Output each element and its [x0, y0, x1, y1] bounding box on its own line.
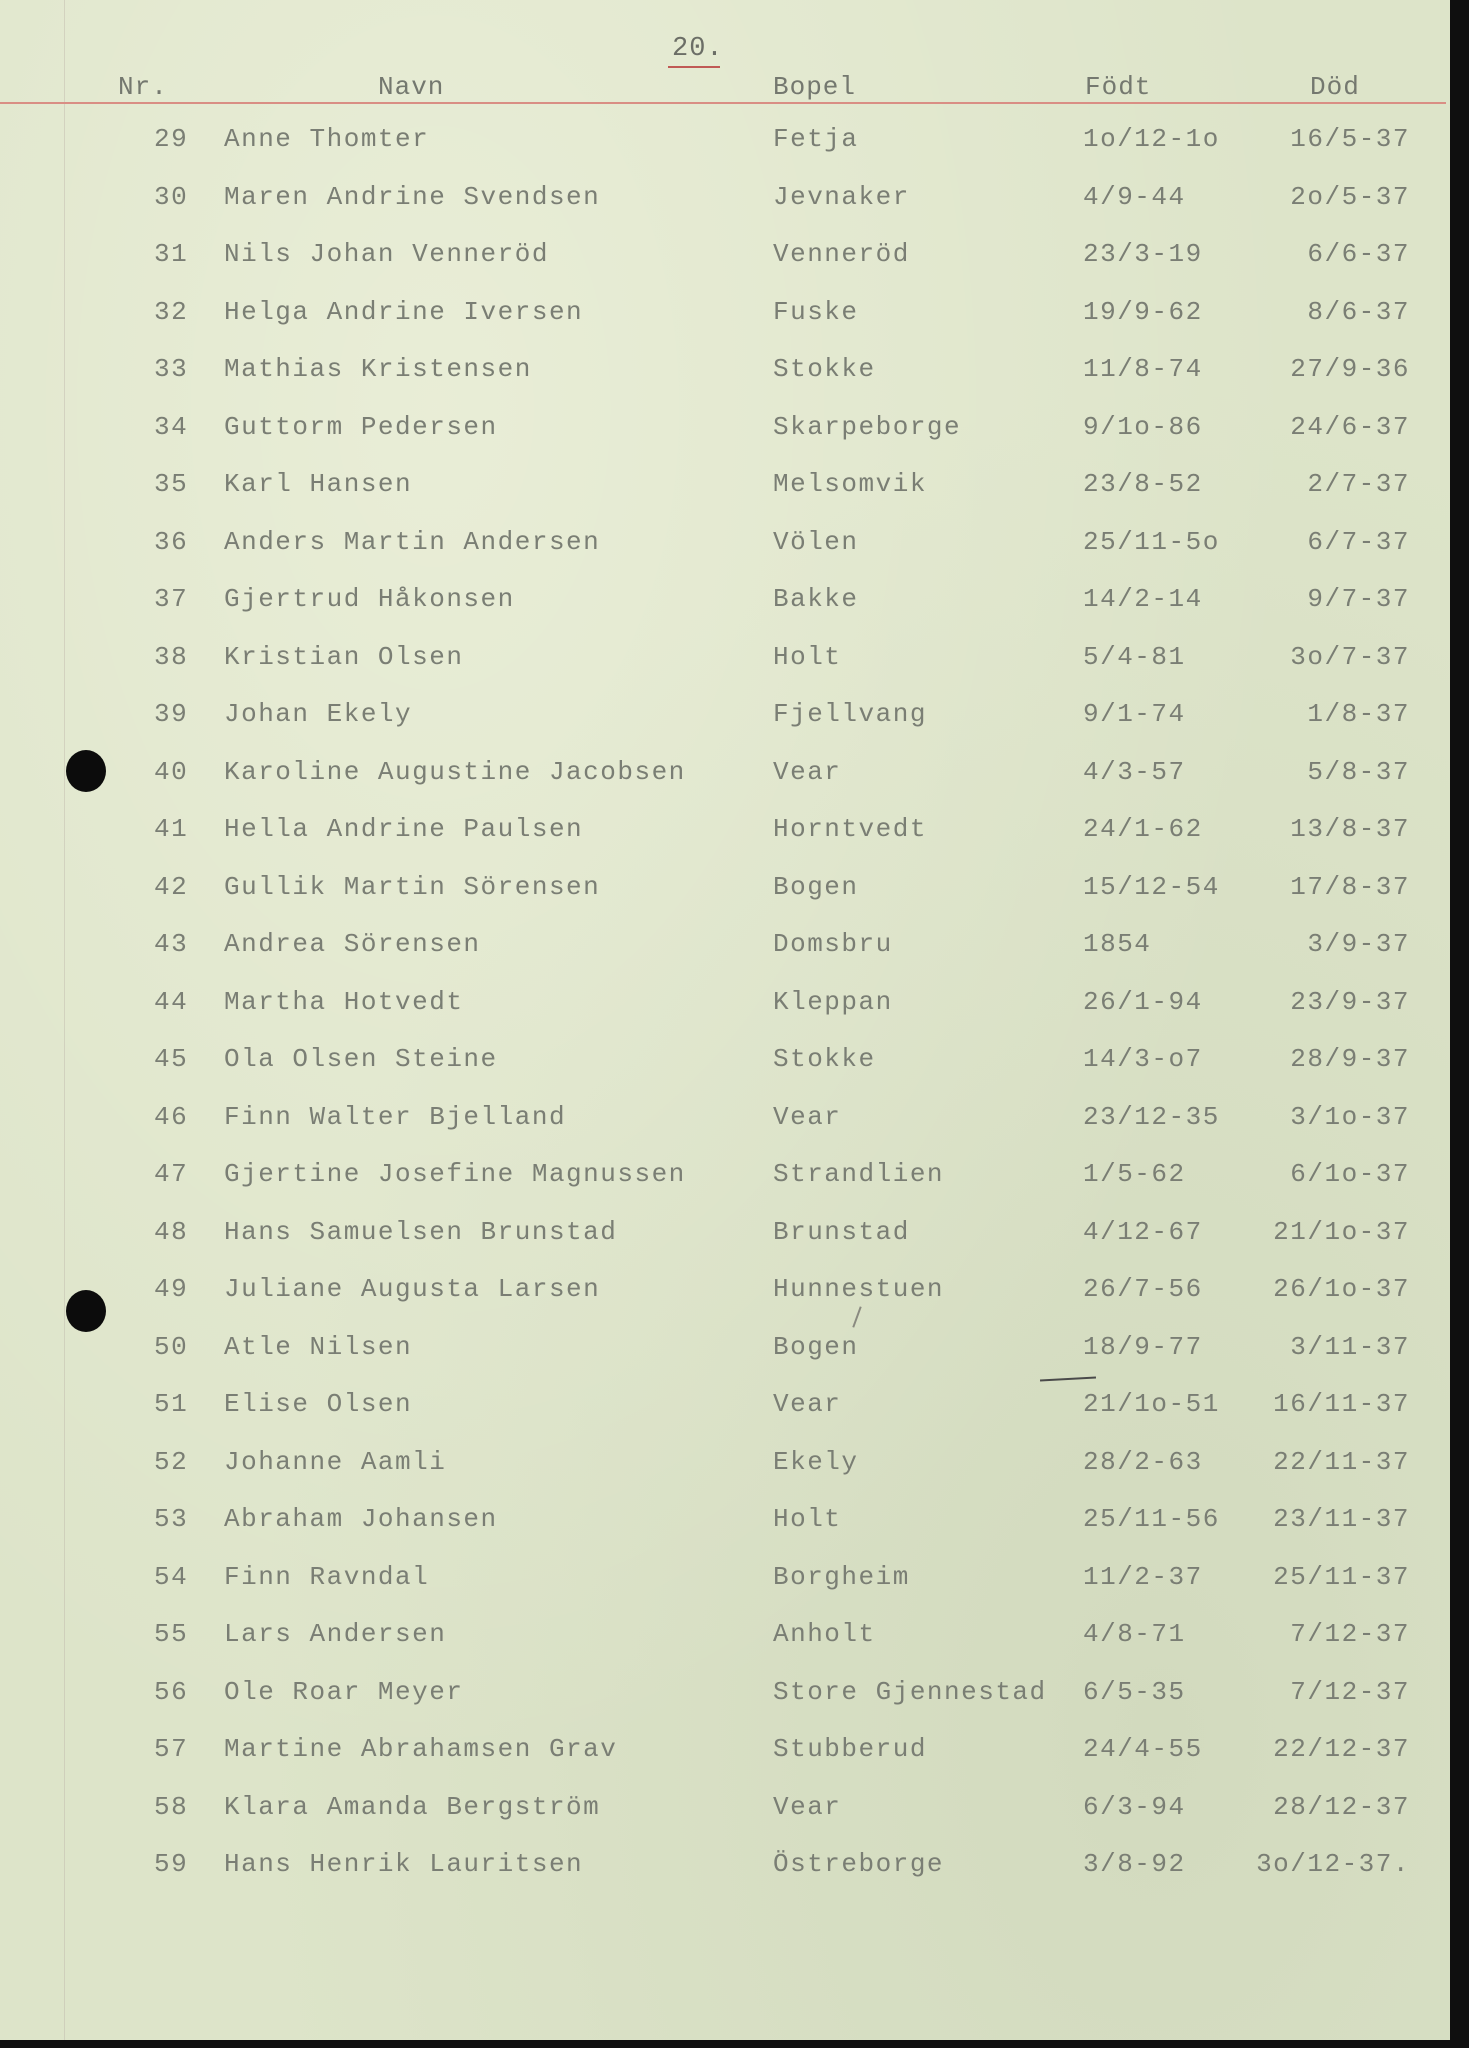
table-row — [0, 987, 1450, 1027]
entry-number: 53 — [154, 1504, 189, 1534]
entry-residence: Venneröd — [773, 239, 910, 269]
table-row — [0, 1044, 1450, 1084]
entry-residence: Fjellvang — [773, 699, 927, 729]
entry-residence: Vear — [773, 1389, 842, 1419]
entry-number: 50 — [154, 1332, 189, 1362]
table-row — [0, 872, 1450, 912]
entry-born: 19/9-62 — [1083, 297, 1203, 327]
entry-born: 3/8-92 — [1083, 1849, 1186, 1879]
entry-born: 14/2-14 — [1083, 584, 1203, 614]
entry-name: Guttorm Pedersen — [224, 412, 498, 442]
header-navn: Navn — [378, 72, 445, 102]
entry-residence: Völen — [773, 527, 859, 557]
entry-name: Johan Ekely — [224, 699, 413, 729]
entry-name: Elise Olsen — [224, 1389, 413, 1419]
entry-name: Lars Andersen — [224, 1619, 447, 1649]
entry-name: Juliane Augusta Larsen — [224, 1274, 601, 1304]
entry-died: 6/1o-37 — [1290, 1159, 1410, 1189]
entry-name: Ole Roar Meyer — [224, 1677, 464, 1707]
entry-residence: Melsomvik — [773, 469, 927, 499]
entry-died: 3/9-37 — [1307, 929, 1410, 959]
entry-born: 23/12-35 — [1083, 1102, 1220, 1132]
entry-born: 24/1-62 — [1083, 814, 1203, 844]
table-row — [0, 412, 1450, 452]
entry-residence: Domsbru — [773, 929, 893, 959]
entry-number: 29 — [154, 124, 189, 154]
table-row — [0, 1217, 1450, 1257]
entry-born: 28/2-63 — [1083, 1447, 1203, 1477]
entry-name: Anders Martin Andersen — [224, 527, 601, 557]
entry-number: 58 — [154, 1792, 189, 1822]
entry-residence: Ekely — [773, 1447, 859, 1477]
entry-died: 13/8-37 — [1290, 814, 1410, 844]
entry-died: 16/11-37 — [1273, 1389, 1410, 1419]
entry-residence: Store Gjennestad — [773, 1677, 1047, 1707]
entry-born: 9/1o-86 — [1083, 412, 1203, 442]
entry-born: 1o/12-1o — [1083, 124, 1220, 154]
entry-residence: Bogen — [773, 872, 859, 902]
entry-died: 27/9-36 — [1290, 354, 1410, 384]
table-row — [0, 757, 1450, 797]
entry-died: 5/8-37 — [1307, 757, 1410, 787]
table-row — [0, 182, 1450, 222]
entry-born: 15/12-54 — [1083, 872, 1220, 902]
entry-died: 7/12-37 — [1290, 1619, 1410, 1649]
scan-edge — [1450, 0, 1469, 2048]
entry-born: 25/11-56 — [1083, 1504, 1220, 1534]
entry-name: Helga Andrine Iversen — [224, 297, 584, 327]
entry-residence: Stokke — [773, 1044, 876, 1074]
entry-residence: Stokke — [773, 354, 876, 384]
entry-name: Andrea Sörensen — [224, 929, 481, 959]
entry-name: Atle Nilsen — [224, 1332, 413, 1362]
entry-residence: Horntvedt — [773, 814, 927, 844]
entry-residence: Skarpeborge — [773, 412, 962, 442]
entry-died: 3/1o-37 — [1290, 1102, 1410, 1132]
entry-born: 4/3-57 — [1083, 757, 1186, 787]
entry-born: 11/8-74 — [1083, 354, 1203, 384]
entry-number: 39 — [154, 699, 189, 729]
entry-died: 9/7-37 — [1307, 584, 1410, 614]
entry-died: 17/8-37 — [1290, 872, 1410, 902]
entry-died: 6/7-37 — [1307, 527, 1410, 557]
entry-name: Finn Walter Bjelland — [224, 1102, 567, 1132]
entry-died: 2o/5-37 — [1290, 182, 1410, 212]
entry-born: 18/9-77 — [1083, 1332, 1203, 1362]
entry-died: 28/12-37 — [1273, 1792, 1410, 1822]
entry-number: 30 — [154, 182, 189, 212]
entry-number: 33 — [154, 354, 189, 384]
table-row — [0, 1447, 1450, 1487]
entry-died: 3o/7-37 — [1290, 642, 1410, 672]
entry-number: 31 — [154, 239, 189, 269]
entry-number: 49 — [154, 1274, 189, 1304]
table-row — [0, 124, 1450, 164]
entry-born: 1/5-62 — [1083, 1159, 1186, 1189]
entry-born: 4/9-44 — [1083, 182, 1186, 212]
entry-born: 6/3-94 — [1083, 1792, 1186, 1822]
table-row — [0, 699, 1450, 739]
table-row — [0, 297, 1450, 337]
entry-born: 24/4-55 — [1083, 1734, 1203, 1764]
entry-name: Maren Andrine Svendsen — [224, 182, 601, 212]
entry-born: 6/5-35 — [1083, 1677, 1186, 1707]
entry-died: 24/6-37 — [1290, 412, 1410, 442]
entry-born: 26/1-94 — [1083, 987, 1203, 1017]
entry-name: Finn Ravndal — [224, 1562, 430, 1592]
entry-residence: Vear — [773, 1102, 842, 1132]
punch-hole — [66, 1290, 106, 1332]
entry-died: 16/5-37 — [1290, 124, 1410, 154]
entry-died: 7/12-37 — [1290, 1677, 1410, 1707]
entry-number: 41 — [154, 814, 189, 844]
entry-number: 46 — [154, 1102, 189, 1132]
punch-hole — [66, 750, 106, 792]
entry-residence: Kleppan — [773, 987, 893, 1017]
entry-died: 28/9-37 — [1290, 1044, 1410, 1074]
table-row — [0, 527, 1450, 567]
entry-number: 42 — [154, 872, 189, 902]
entry-number: 45 — [154, 1044, 189, 1074]
entry-name: Abraham Johansen — [224, 1504, 498, 1534]
entry-born: 23/8-52 — [1083, 469, 1203, 499]
entry-died: 3o/12-37. — [1256, 1849, 1410, 1879]
entry-residence: Vear — [773, 757, 842, 787]
pencil-stroke — [1040, 1377, 1096, 1382]
entry-residence: Holt — [773, 642, 842, 672]
entry-name: Hans Samuelsen Brunstad — [224, 1217, 618, 1247]
entry-name: Martine Abrahamsen Grav — [224, 1734, 618, 1764]
entry-residence: Vear — [773, 1792, 842, 1822]
entry-residence: Holt — [773, 1504, 842, 1534]
entry-died: 22/11-37 — [1273, 1447, 1410, 1477]
table-row — [0, 1849, 1450, 1889]
entry-number: 44 — [154, 987, 189, 1017]
entry-died: 23/9-37 — [1290, 987, 1410, 1017]
entry-number: 47 — [154, 1159, 189, 1189]
entry-name: Karl Hansen — [224, 469, 413, 499]
table-row — [0, 1734, 1450, 1774]
entry-born: 4/8-71 — [1083, 1619, 1186, 1649]
entry-name: Karoline Augustine Jacobsen — [224, 757, 686, 787]
entry-name: Johanne Aamli — [224, 1447, 447, 1477]
entry-name: Gullik Martin Sörensen — [224, 872, 601, 902]
entry-residence: Stubberud — [773, 1734, 927, 1764]
header-rule — [0, 102, 1446, 104]
table-row — [0, 1562, 1450, 1602]
entry-residence: Bakke — [773, 584, 859, 614]
header-dod: Död — [1310, 72, 1360, 102]
entry-number: 55 — [154, 1619, 189, 1649]
entry-died: 21/1o-37 — [1273, 1217, 1410, 1247]
table-row — [0, 1619, 1450, 1659]
entry-born: 11/2-37 — [1083, 1562, 1203, 1592]
table-row — [0, 239, 1450, 279]
entry-born: 14/3-o7 — [1083, 1044, 1203, 1074]
entry-number: 34 — [154, 412, 189, 442]
entry-name: Hans Henrik Lauritsen — [224, 1849, 584, 1879]
entry-number: 54 — [154, 1562, 189, 1592]
entry-born: 5/4-81 — [1083, 642, 1186, 672]
table-row — [0, 929, 1450, 969]
table-row — [0, 814, 1450, 854]
table-row — [0, 354, 1450, 394]
table-row — [0, 1159, 1450, 1199]
entry-name: Mathias Kristensen — [224, 354, 532, 384]
entry-residence: Fuske — [773, 297, 859, 327]
entry-residence: Fetja — [773, 124, 859, 154]
page-number: 20. — [672, 34, 724, 64]
entry-name: Martha Hotvedt — [224, 987, 464, 1017]
entry-number: 48 — [154, 1217, 189, 1247]
entry-born: 23/3-19 — [1083, 239, 1203, 269]
table-row — [0, 469, 1450, 509]
entry-died: 25/11-37 — [1273, 1562, 1410, 1592]
entry-born: 21/1o-51 — [1083, 1389, 1220, 1419]
page-number-underline — [668, 66, 720, 68]
entry-name: Klara Amanda Bergström — [224, 1792, 601, 1822]
entry-died: 26/1o-37 — [1273, 1274, 1410, 1304]
entry-died: 22/12-37 — [1273, 1734, 1410, 1764]
entry-residence: Brunstad — [773, 1217, 910, 1247]
entry-died: 6/6-37 — [1307, 239, 1410, 269]
header-bopel: Bopel — [773, 72, 857, 102]
entry-number: 43 — [154, 929, 189, 959]
entry-died: 23/11-37 — [1273, 1504, 1410, 1534]
entry-number: 35 — [154, 469, 189, 499]
entry-died: 3/11-37 — [1290, 1332, 1410, 1362]
table-row — [0, 1332, 1450, 1372]
entry-number: 40 — [154, 757, 189, 787]
entry-name: Kristian Olsen — [224, 642, 464, 672]
entry-name: Gjertine Josefine Magnussen — [224, 1159, 686, 1189]
table-row — [0, 1677, 1450, 1717]
entry-residence: Anholt — [773, 1619, 876, 1649]
entry-residence: Östreborge — [773, 1849, 945, 1879]
entry-number: 38 — [154, 642, 189, 672]
table-row — [0, 642, 1450, 682]
entry-number: 37 — [154, 584, 189, 614]
entry-number: 36 — [154, 527, 189, 557]
table-row — [0, 1102, 1450, 1142]
entry-name: Nils Johan Venneröd — [224, 239, 549, 269]
entry-name: Anne Thomter — [224, 124, 430, 154]
entry-name: Hella Andrine Paulsen — [224, 814, 584, 844]
entry-died: 2/7-37 — [1307, 469, 1410, 499]
entry-number: 59 — [154, 1849, 189, 1879]
header-fodt: Födt — [1085, 72, 1152, 102]
entry-name: Ola Olsen Steine — [224, 1044, 498, 1074]
entry-born: 4/12-67 — [1083, 1217, 1203, 1247]
table-row — [0, 584, 1450, 624]
entry-number: 51 — [154, 1389, 189, 1419]
entry-born: 25/11-5o — [1083, 527, 1220, 557]
entry-residence: Bogen — [773, 1332, 859, 1362]
entry-died: 1/8-37 — [1307, 699, 1410, 729]
entry-residence: Hunnestuen — [773, 1274, 945, 1304]
entry-died: 8/6-37 — [1307, 297, 1410, 327]
entry-residence: Borgheim — [773, 1562, 910, 1592]
entry-number: 32 — [154, 297, 189, 327]
table-row — [0, 1792, 1450, 1832]
entry-residence: Strandlien — [773, 1159, 945, 1189]
table-row — [0, 1389, 1450, 1429]
entry-number: 57 — [154, 1734, 189, 1764]
header-nr: Nr. — [118, 72, 168, 102]
entry-number: 52 — [154, 1447, 189, 1477]
table-row — [0, 1504, 1450, 1544]
entry-born: 9/1-74 — [1083, 699, 1186, 729]
entry-born: 1854 — [1083, 929, 1152, 959]
entry-number: 56 — [154, 1677, 189, 1707]
table-row — [0, 1274, 1450, 1314]
entry-name: Gjertrud Håkonsen — [224, 584, 515, 614]
entry-born: 26/7-56 — [1083, 1274, 1203, 1304]
entry-residence: Jevnaker — [773, 182, 910, 212]
